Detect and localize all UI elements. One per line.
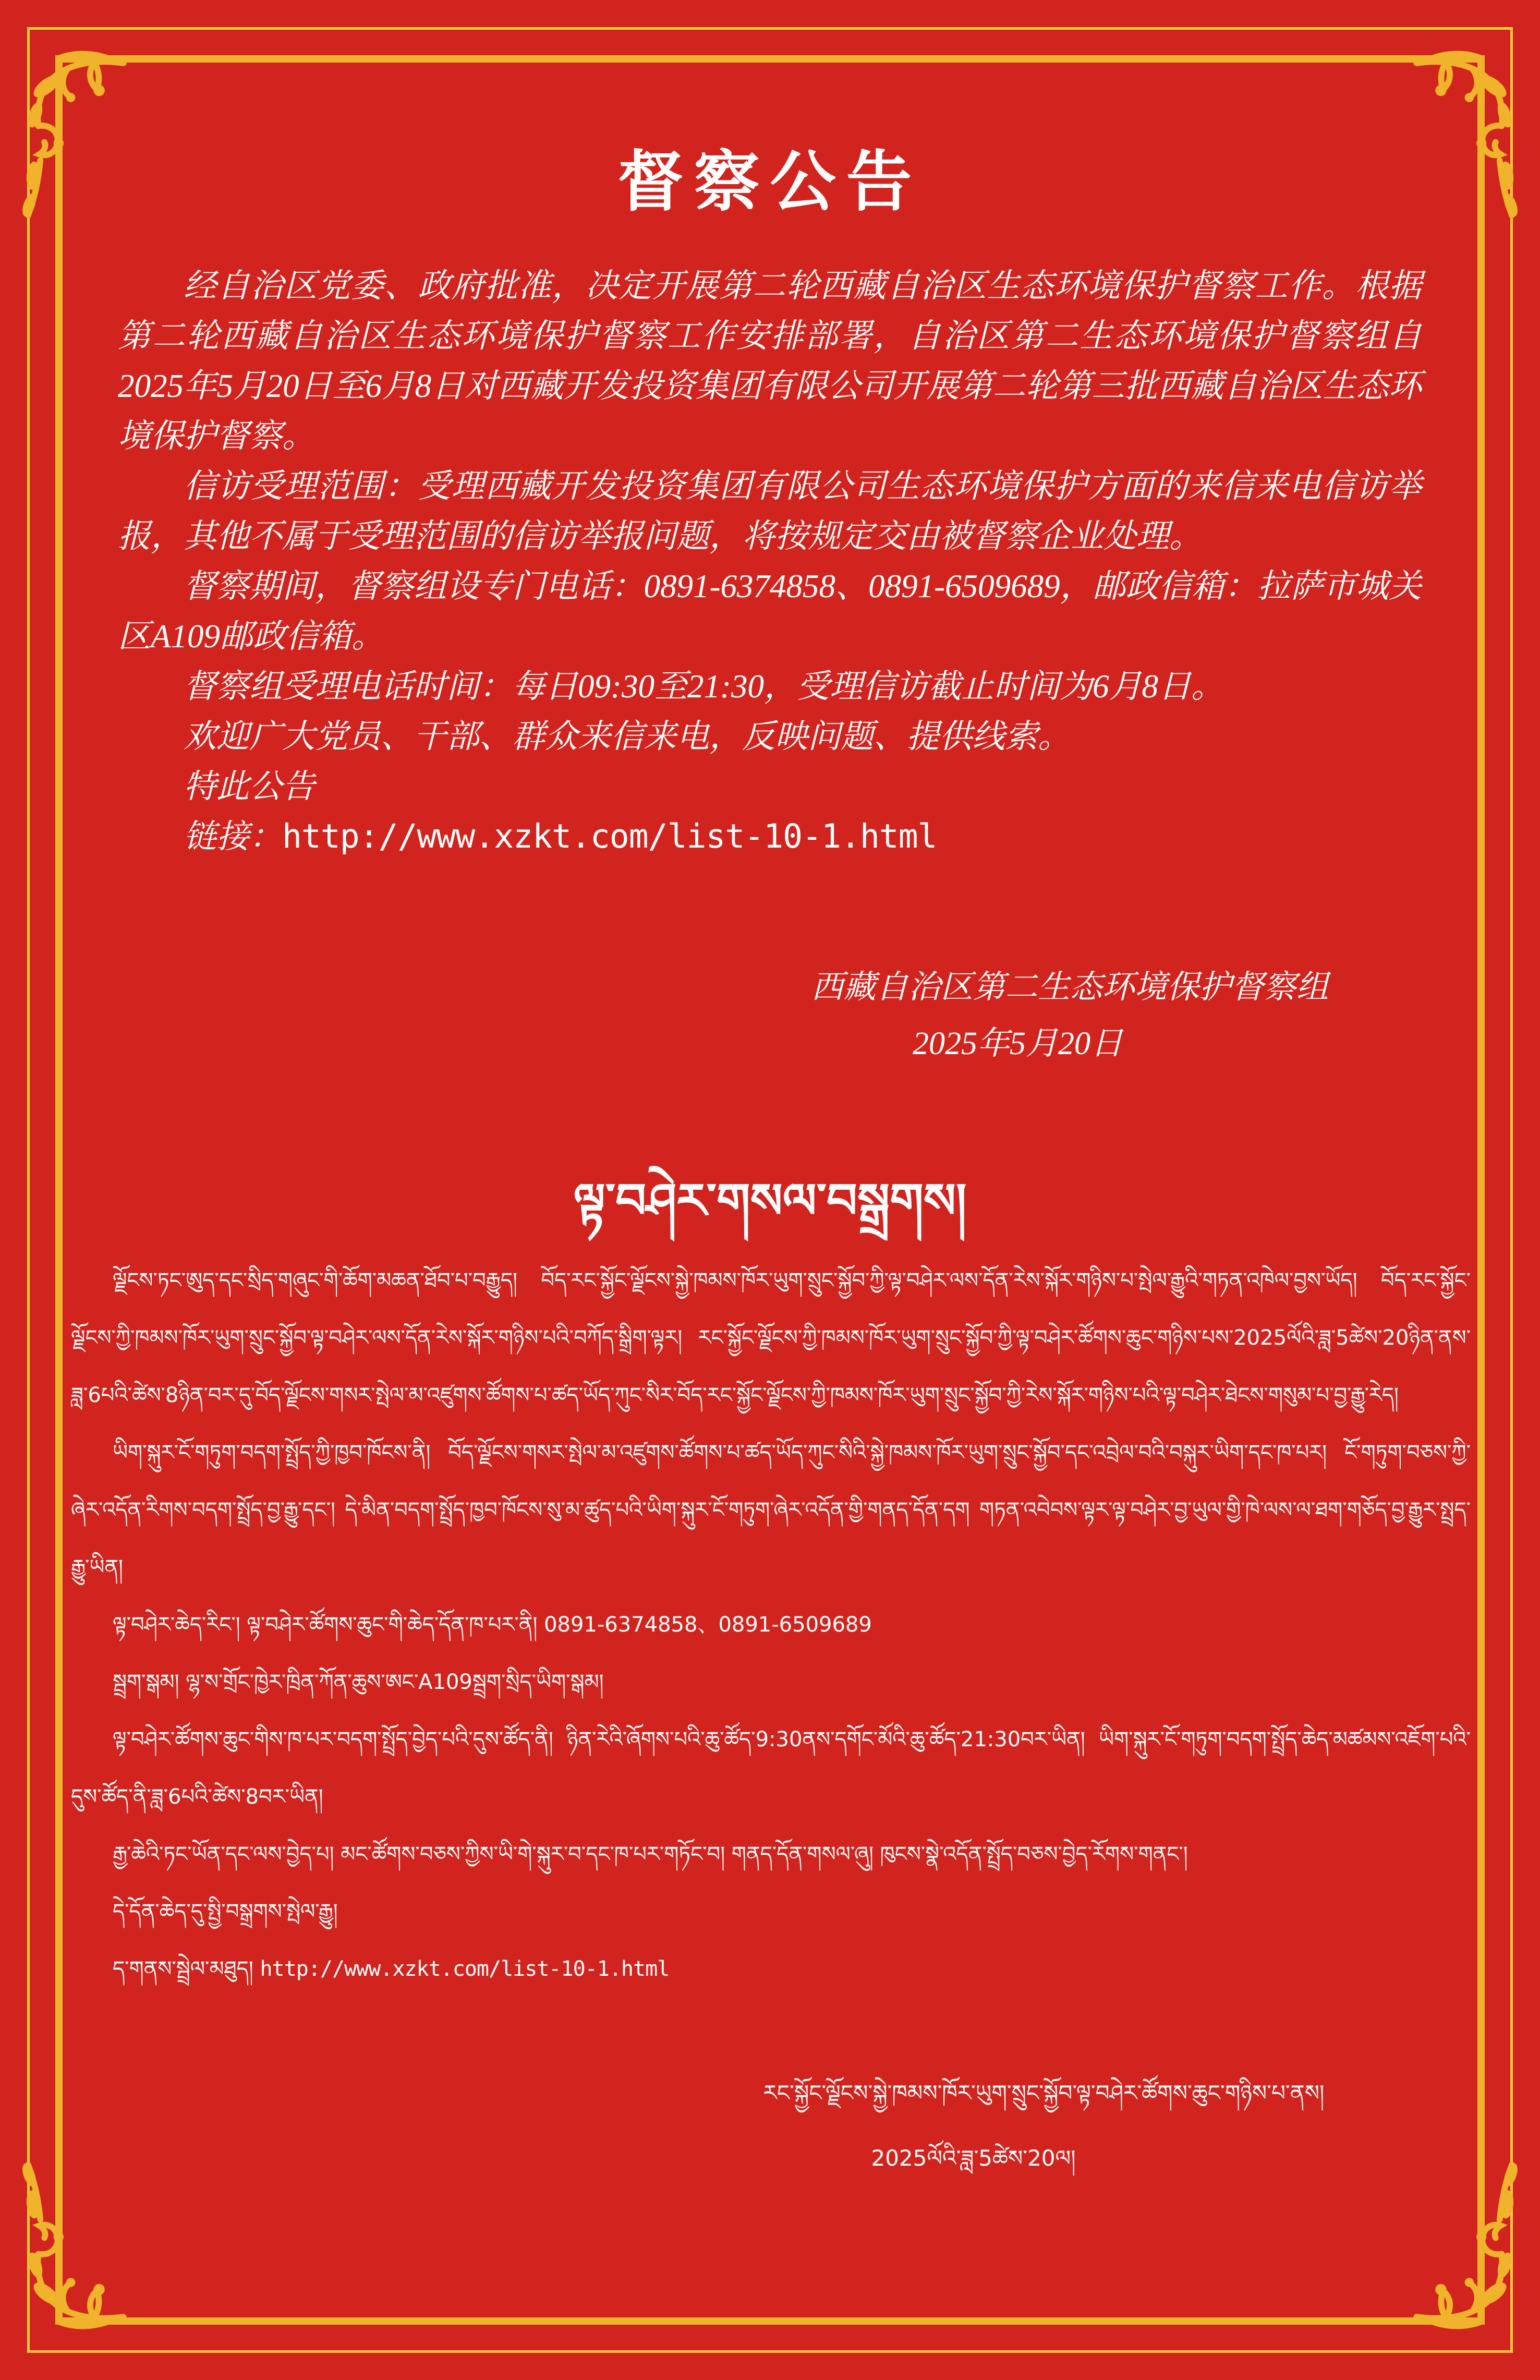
paragraph-zh-approval: 经自治区党委、政府批准，决定开展第二轮西藏自治区生态环境保护督察工作。根据第二轮西藏自治区生态环境保护督察工作安排部署，自治区第二生态环境保护督察组自2025年5月20日至6月8日对西藏开发投资集团有限公司开展第二轮第三批西藏自治区生态环境保护督察。 [118,268,1422,454]
link-line-zh [118,812,1422,862]
paragraph-bo-mailbox: སྦྲག་སྒམ། ལྷ་ས་གྲོང་ཁྱེར་ཁྲིན་ཀོན་ཆུས་ཨང་A109སྦྲག་སྲིད་ཡིག་སྒམ། [113,1670,604,1694]
paragraph-bo-welcome: རྒྱ་ཆེའི་ཏང་ཡོན་དང་ལས་བྱེད་པ། མང་ཚོགས་བཅས་ཀྱིས་ཡི་གེ་སྐུར་བ་དང་ཁ་པར་གཏོང་བ། གནད་དོན་གསལ་ཞུ། ཁུངས་སྣེ་འདོན་སྤྲོད་བཅས་བྱེད་རོགས་གནང་། [113,1842,1188,1866]
paragraph-bo-approval: ལྗོངས་ཏང་ཨུད་དང་སྲིད་གཞུང་གི་ཆོག་མཆན་ཐོབ་པ་བརྒྱུད། བོད་རང་སྐྱོང་ལྗོངས་སྐྱེ་ཁམས་ཁོར་ཡུག་སྲུང་སྐྱོབ་ཀྱི་ལྟ་བཤེར་ལས་དོན་རེས་སྐོར་གཉིས་པ་སྤེལ་རྒྱུའི་གཏན་འཁེལ་བྱས་ཡོད། བོད་རང་སྐྱོང་ལྗོངས་ཀྱི་ཁམས་ཁོར་ཡུག་སྲུང་སྐྱོབ་ལྟ་བཤེར་ལས་དོན་རེས་སྐོར་གཉིས་པའི་བཀོད་སྒྲིག་ལྟར། རང་སྐྱོང་ལྗོངས་ཀྱི་ཁམས་ཁོར་ཡུག་སྲུང་སྐྱོབ་ཀྱི་ལྟ་བཤེར་ཚོགས་ཆུང་གཉིས་པས་2025ལོའི་ཟླ་5ཚེས་20ཉིན་ནས་ཟླ་6པའི་ཚེས་8ཉིན་བར་དུ་བོད་ལྗོངས་གསར་སྤེལ་མ་འཛུགས་ཚོགས་པ་ཚད་ཡོད་ཀུང་སིར་བོད་རང་སྐྱོང་ལྗོངས་ཀྱི་ཁམས་ཁོར་ཡུག་སྲུང་སྐྱོབ་ཀྱི་རེས་སྐོར་གཉིས་པའི་ལྟ་བཤེར་ཐེངས་གསུམ་པ་བྱ་རྒྱུ་རེད། [71,1268,1471,1407]
signature-zh: 西藏自治区第二生态环境保护督察组 [811,970,1329,1005]
paragraph-bo-closing: དེ་དོན་ཆེད་དུ་སྤྱི་བསྒྲགས་སྤེལ་རྒྱུ། [113,1900,338,1924]
paragraph-bo-phone: ལྟ་བཤེར་ཆེད་རིང་། ལྟ་བཤེར་ཚོགས་ཆུང་གི་ཆེད་དོན་ཁ་པར་ནི། 0891-6374858、0891-6509689 [113,1613,872,1637]
signature-date-zh: 2025年5月20日 [912,1026,1123,1061]
link-line-bo [71,1940,1471,1998]
link-label-zh: 链接： [184,818,282,855]
signature-bo: རང་སྐྱོང་ལྗོངས་སྐྱེ་ཁམས་ཁོར་ཡུག་སྲུང་སྐྱོབ་ལྟ་བཤེར་ཚོགས་ཆུང་གཉིས་པ་ནས། [763,2080,1325,2106]
paragraph-zh-welcome: 欢迎广大党员、干部、群众来信来电，反映问题、提供线索。 [184,718,1071,755]
announcement-title-zh: 督察公告 [617,147,923,219]
announcement-body-bo [71,1252,1471,2058]
paragraph-bo-hours: ལྟ་བཤེར་ཚོགས་ཆུང་གིས་ཁ་པར་བདག་སྤྲོད་བྱེད་པའི་དུས་ཚོད་ནི། ཉིན་རེའི་ཞོགས་པའི་ཆུ་ཚོད་9:30ནས་དགོང་མོའི་ཆུ་ཚོད་21:30བར་ཡིན། ཡིག་སྐུར་ངོ་གཏུག་བདག་སྤྲོད་ཆེད་མཚམས་འཇོག་པའི་དུས་ཚོད་ནི་ཟླ་6པའི་ཚེས་8བར་ཡིན། [71,1727,1471,1809]
paragraph-zh-closing: 特此公告 [184,768,315,805]
announcement-url: http://www.xzkt.com/list-10-1.html [282,817,937,855]
paragraph-bo-scope: ཡིག་སྐུར་ངོ་གཏུག་བདག་སྤྲོད་ཀྱི་ཁྱབ་ཁོངས་ནི། བོད་ལྗོངས་གསར་སྤེལ་མ་འཛུགས་ཚོགས་པ་ཚད་ཡོད་ཀུང་སིའི་སྐྱེ་ཁམས་ཁོར་ཡུག་སྲུང་སྐྱོབ་དང་འབྲེལ་བའི་བསྐུར་ཡིག་དང་ཁ་པར། ངོ་གཏུག་བཅས་ཀྱི་ཞེར་འདོན་རིགས་བདག་སྤྲོད་བྱ་རྒྱུ་དང་། དེ་མིན་བདག་སྤྲོད་ཁྱབ་ཁོངས་སུ་མ་ཚུད་པའི་ཡིག་སྐུར་ངོ་གཏུག་ཞེར་འདོན་གྱི་གནད་དོན་དག གཏན་འབེབས་ལྟར་ལྟ་བཤེར་བྱ་ཡུལ་གྱི་ཁེ་ལས་ལ་ཐག་གཅོད་བྱ་རྒྱུར་སྤྲད་རྒྱུ་ཡིན། [71,1441,1471,1579]
paragraph-zh-hours: 督察组受理电话时间：每日09:30至21:30，受理信访截止时间为6月8日。 [184,668,1224,705]
paragraph-zh-contact: 督察期间，督察组设专门电话：0891-6374858、0891-6509689，邮政信箱：拉萨市城关区A109邮政信箱。 [118,568,1422,655]
announcement-url-bo: http://www.xzkt.com/list-10-1.html [260,1957,670,1981]
paragraph-zh-scope: 信访受理范围：受理西藏开发投资集团有限公司生态环境保护方面的来信来电信访举报，其他不属于受理范围的信访举报问题，将按规定交由被督察企业处理。 [118,468,1422,554]
signature-date-bo: 2025ལོའི་ཟླ་5ཚེས་20ལ། [871,2145,1076,2171]
announcement-body-zh [118,261,1422,862]
announcement-title-bo: ལྟ་བཤེར་གསལ་བསྒྲགས། [573,1173,967,1229]
link-label-bo: ད་གནས་སྦྲེལ་མཐུད། [113,1957,253,1981]
